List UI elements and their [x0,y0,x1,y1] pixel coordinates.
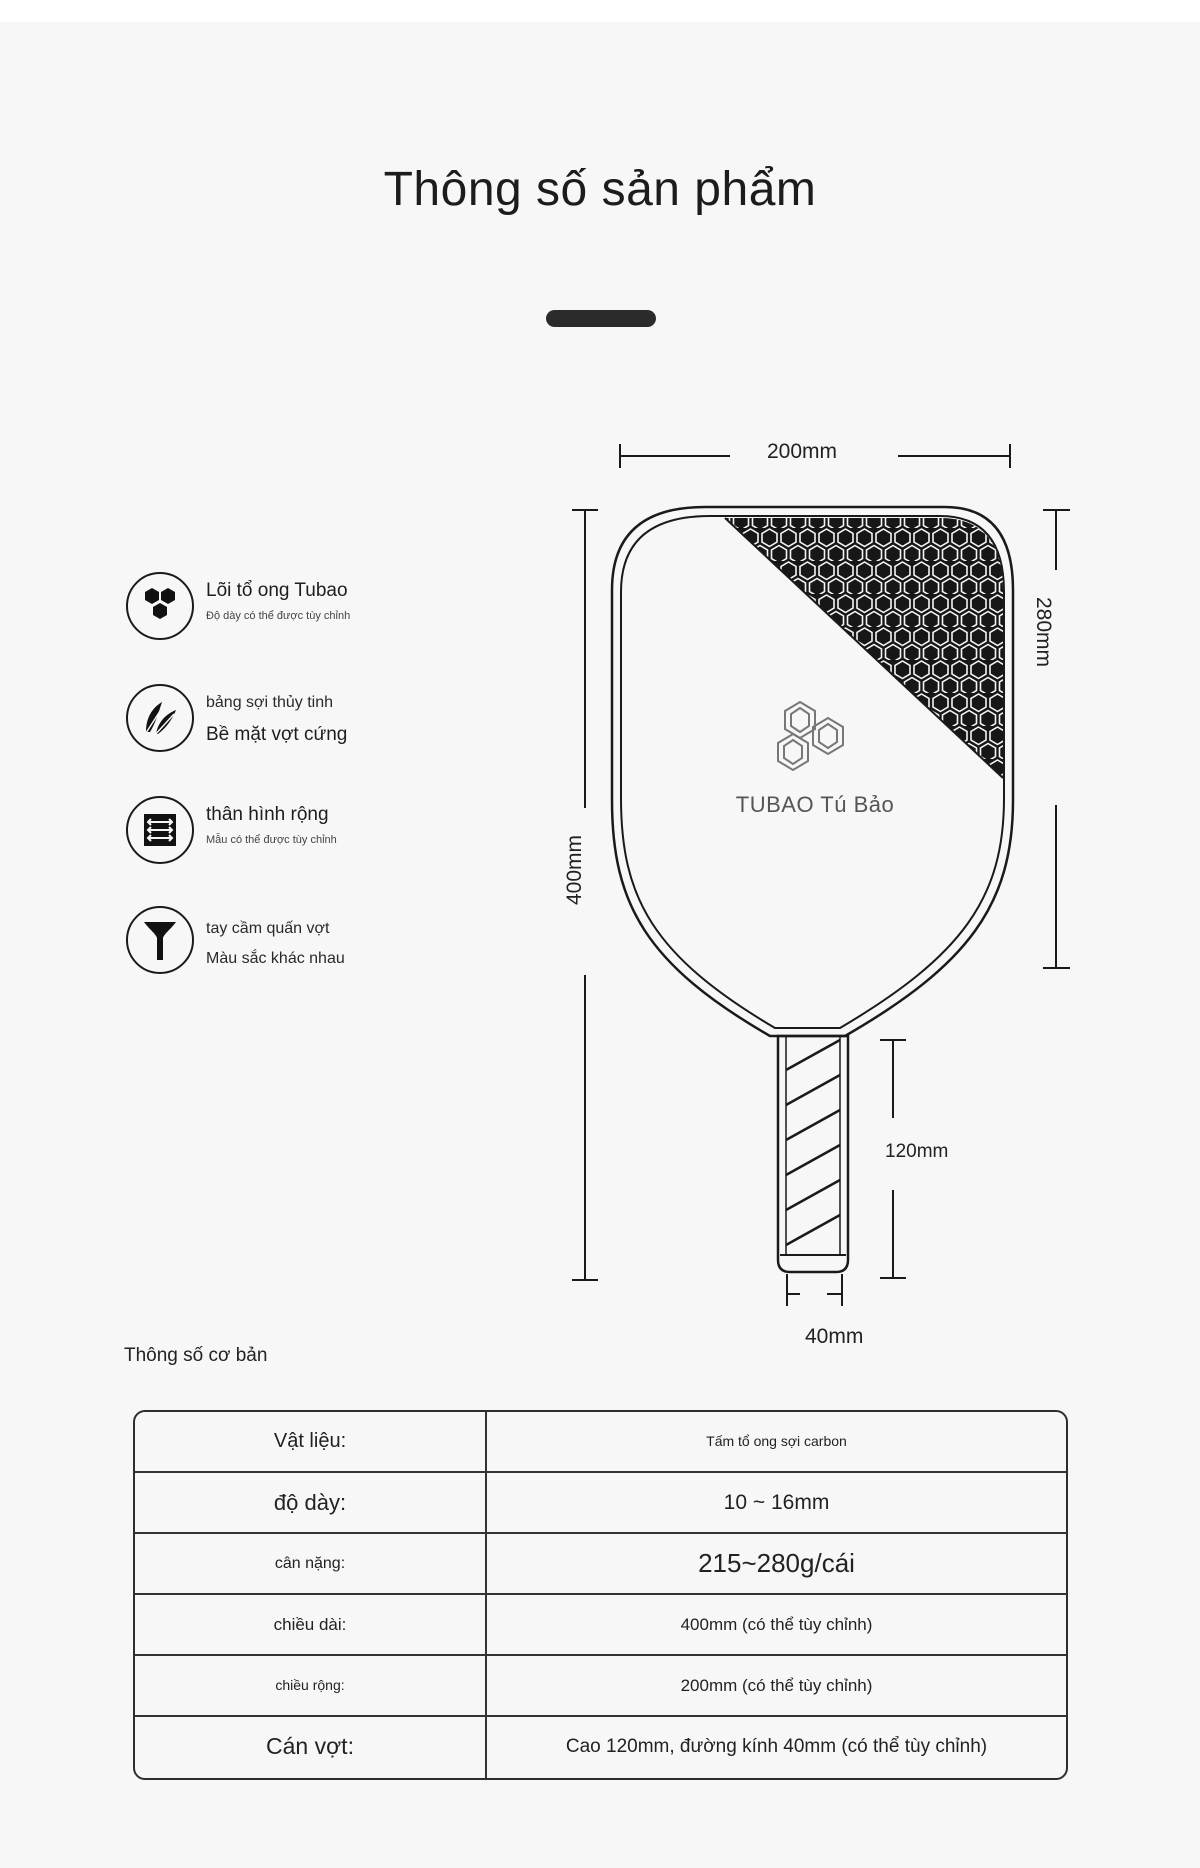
specs-title: Thông số cơ bản [124,1345,268,1366]
feature-title: tay cầm quấn vợt [206,920,330,937]
feature-subtitle: Màu sắc khác nhau [206,950,345,967]
feature-title: bảng sợi thủy tinh [206,694,334,711]
brand-name: TUBAO Tú Bảo [735,792,895,817]
spec-value: 215~280g/cái [698,1548,855,1578]
spec-value: 10 ~ 16mm [723,1491,830,1514]
handle-width-dimension [787,1274,842,1306]
table-row [135,1656,1066,1717]
handle-width-label: 40mm [805,1325,864,1348]
brand-logo [778,702,843,770]
table-row [135,1473,1066,1534]
face-height-dimension [1043,510,1070,968]
spec-label: độ dày: [273,1490,347,1515]
spec-value: 200mm (có thể tùy chỉnh) [680,1676,873,1695]
spec-value: Cao 120mm, đường kính 40mm (có thể tùy chỉnh) [565,1736,988,1757]
paddle-handle [778,1036,848,1272]
feature-subtitle: Mẫu có thể được tùy chỉnh [206,834,337,846]
specs-table [133,1410,1068,1780]
spec-label: chiều rộng: [275,1677,345,1693]
feature-subtitle: Bề mặt vợt cứng [206,724,348,745]
feature-title: Lõi tổ ong Tubao [206,580,348,601]
spec-value: Tấm tổ ong sợi carbon [706,1433,847,1449]
spec-label: cân nặng: [274,1555,346,1572]
handle-length-label: 120mm [885,1141,949,1162]
spec-label: Vật liệu: [273,1430,347,1452]
page-title: Thông số sản phẩm [383,163,817,216]
spec-label: Cán vợt: [266,1733,354,1759]
spec-value: 400mm (có thể tùy chỉnh) [680,1615,873,1634]
table-row [135,1412,1066,1473]
table-row [135,1717,1066,1778]
width-label: 200mm [767,440,838,463]
table-row [135,1595,1066,1656]
spec-label: chiều dài: [273,1615,347,1634]
face-height-label: 280mm [1032,596,1056,668]
feature-subtitle: Độ dày có thể được tùy chỉnh [206,610,351,622]
feature-title: thân hình rộng [206,804,329,825]
total-length-label: 400mm [563,834,587,906]
table-row [135,1534,1066,1595]
